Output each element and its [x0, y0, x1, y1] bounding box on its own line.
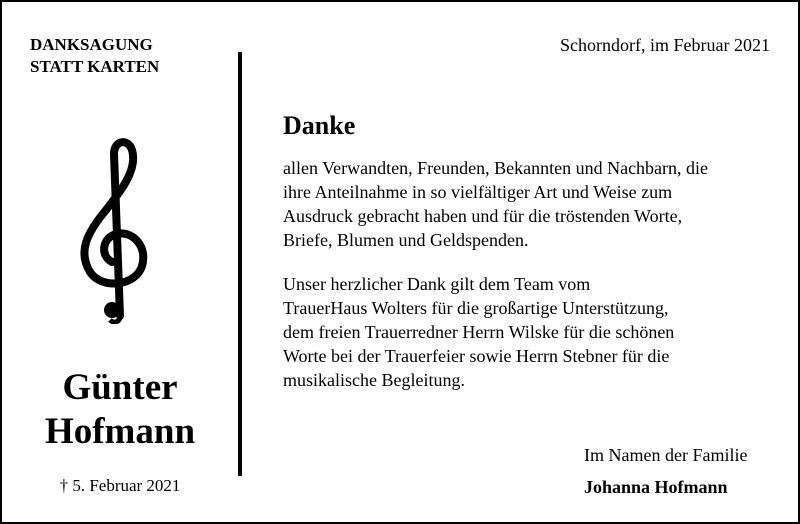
deceased-first-name: Günter	[62, 367, 178, 408]
message-title: Danke	[283, 111, 356, 140]
deceased-name	[18, 366, 222, 454]
text-line: TrauerHaus Wolters für die großartige Unterstützung,	[283, 298, 669, 318]
vertical-divider	[238, 52, 242, 476]
heading-line-1: DANKSAGUNG	[30, 35, 153, 54]
deceased-last-name: Hofmann	[44, 411, 196, 452]
text-line: Ausdruck gebracht haben und für die tröstenden Worte,	[283, 206, 683, 226]
text-line: Worte bei der Trauerfeier sowie Herrn Stebner für die	[283, 346, 670, 366]
place-date: Schorndorf, im Februar 2021	[560, 35, 770, 55]
signature-name: Johanna Hofmann	[584, 477, 728, 497]
text-line: musikalische Begleitung.	[283, 370, 465, 390]
heading-line-2: STATT KARTEN	[30, 57, 160, 76]
message-paragraph-2	[283, 272, 783, 392]
text-line: dem freien Trauerredner Herrn Wilske für die schönen	[283, 322, 675, 342]
text-line: Unser herzlicher Dank gilt dem Team vom	[283, 274, 591, 294]
signature-intro: Im Namen der Familie	[584, 445, 748, 465]
text-line: allen Verwandten, Freunden, Bekannten und Nachbarn, die	[283, 158, 709, 178]
message-paragraph-1	[283, 156, 783, 252]
death-date: † 5. Februar 2021	[59, 476, 181, 495]
heading-danksagung	[30, 34, 159, 78]
text-line: ihre Anteilnahme in so vielfältiger Art und Weise zum	[283, 182, 673, 202]
treble-clef-icon	[70, 134, 164, 324]
text-line: Briefe, Blumen und Geldspenden.	[283, 230, 529, 250]
